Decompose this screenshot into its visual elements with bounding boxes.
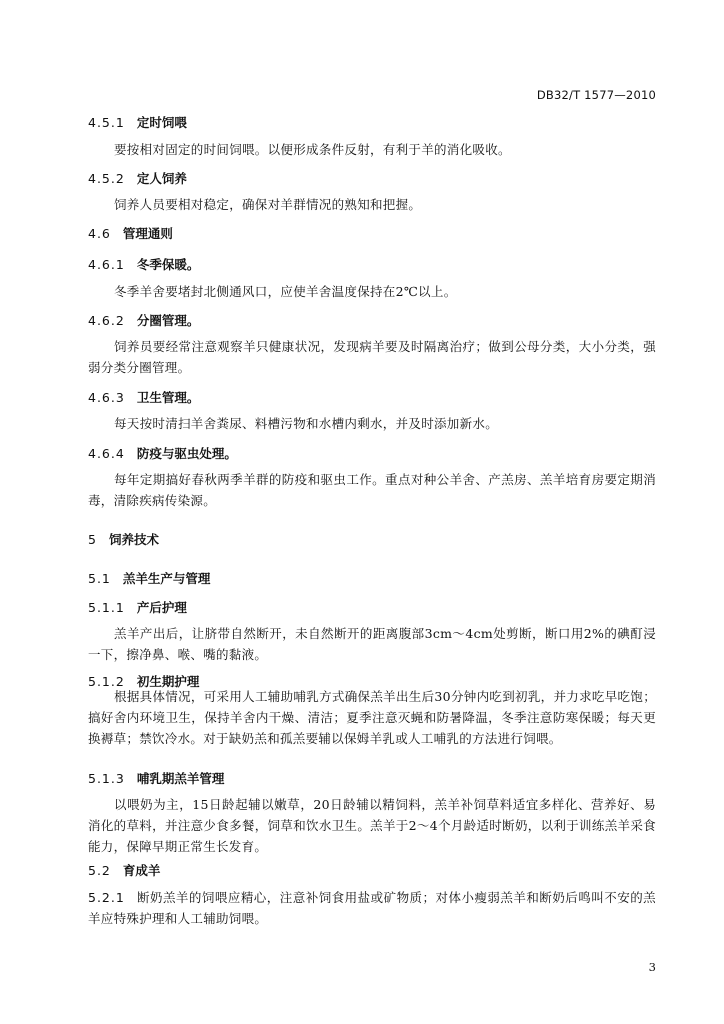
section-text-5-1-3: 以喂奶为主，15日龄起辅以嫩草，20日龄辅以精饲料，羔羊补饲草料适宜多样化、营养好、易消化的草料，并注意少食多餐，饲草和饮水卫生。羔羊于2～4个月龄适时断奶，以利于训练羔羊采食能力，保障早期正常生长发育。 <box>88 797 656 854</box>
section-text-4-5-2: 饲养人员要相对稳定，确保对羊群情况的熟知和把握。 <box>114 197 422 212</box>
section-heading-4-5-1 <box>88 113 656 131</box>
section-heading-4-5-2 <box>88 169 656 187</box>
section-text-5-1-2: 根据具体情况，可采用人工辅助哺乳方式确保羔羊出生后30分钟内吃到初乳，并力求吃早吃饱；搞好舍内环境卫生，保持羊舍内干燥、清洁；夏季注意灭蝇和防暑降温，冬季注意防寒保暖；每天更换褥草；禁饮冷水。对于缺奶羔和孤羔要辅以保姆羊乳或人工哺乳的方法进行饲喂。 <box>88 689 656 746</box>
section-heading-5-2 <box>88 861 656 879</box>
section-heading-5 <box>88 530 656 548</box>
section-title: 羔羊生产与管理 <box>122 571 211 586</box>
section-number: 4.6.2 <box>88 313 125 328</box>
section-text-4-6-4: 每年定期搞好春秋两季羊群的防疫和驱虫工作。重点对种公羊舍、产羔房、羔羊培育房要定期消毒，清除疾病传染源。 <box>88 472 656 508</box>
section-heading-4-6-2 <box>88 311 656 329</box>
section-heading-5-1-1 <box>88 598 656 616</box>
section-text-4-6-1: 冬季羊舍要堵封北侧通风口，应使羊舍温度保持在2℃以上。 <box>114 284 457 299</box>
section-5-2-1 <box>88 887 656 929</box>
section-title: 冬季保暖。 <box>136 257 200 272</box>
section-title: 卫生管理。 <box>136 390 200 405</box>
section-title: 哺乳期羔羊管理 <box>136 771 225 786</box>
section-title: 分圈管理。 <box>136 313 200 328</box>
section-number: 4.5.2 <box>88 171 125 186</box>
section-text-4-6-3: 每天按时清扫羊舍粪尿、料槽污物和水槽内剩水，并及时添加新水。 <box>114 416 499 431</box>
page-number: 3 <box>648 960 656 974</box>
standard-code: DB32/T 1577—2010 <box>536 88 656 102</box>
section-title: 育成羊 <box>122 863 161 878</box>
section-number: 5.1.2 <box>88 674 125 689</box>
section-title: 饲养技术 <box>108 532 159 547</box>
section-title: 管理通则 <box>122 226 173 241</box>
section-heading-4-6-4 <box>88 444 656 462</box>
section-text-5-1-1: 羔羊产出后，让脐带自然断开，未自然断开的距离腹部3cm～4cm处剪断，断口用2%的碘酊浸一下，擦净鼻、喉、嘴的黏液。 <box>88 626 656 662</box>
section-title: 产后护理 <box>136 600 187 615</box>
section-text-4-5-1: 要按相对固定的时间饲喂。以便形成条件反射，有利于羊的消化吸收。 <box>114 142 511 157</box>
section-number: 5 <box>88 532 97 547</box>
section-heading-5-1 <box>88 569 656 587</box>
section-heading-4-6-3 <box>88 388 656 406</box>
section-number: 4.6 <box>88 226 111 241</box>
section-number: 5.2.1 <box>88 890 125 905</box>
section-number: 4.6.3 <box>88 390 125 405</box>
section-heading-4-6 <box>88 224 656 242</box>
section-number: 5.1.3 <box>88 771 125 786</box>
section-number: 4.6.1 <box>88 257 125 272</box>
section-title: 初生期护理 <box>136 674 200 689</box>
section-title: 定时饲喂 <box>136 115 187 130</box>
section-title: 防疫与驱虫处理。 <box>136 446 237 461</box>
section-number: 4.5.1 <box>88 115 125 130</box>
section-text-4-6-2: 饲养员要经常注意观察羊只健康状况，发现病羊要及时隔离治疗；做到公母分类，大小分类，强弱分类分圈管理。 <box>88 339 656 375</box>
section-heading-4-6-1 <box>88 255 656 273</box>
section-number: 5.2 <box>88 863 111 878</box>
section-number: 5.1 <box>88 571 111 586</box>
section-heading-5-1-3 <box>88 769 656 787</box>
section-number: 5.1.1 <box>88 600 125 615</box>
section-number: 4.6.4 <box>88 446 125 461</box>
section-title: 定人饲养 <box>136 171 187 186</box>
section-text-5-2-1: 断奶羔羊的饲喂应精心，注意补饲食用盐或矿物质；对体小瘦弱羔羊和断奶后鸣叫不安的羔羊应特殊护理和人工辅助饲喂。 <box>88 890 656 926</box>
